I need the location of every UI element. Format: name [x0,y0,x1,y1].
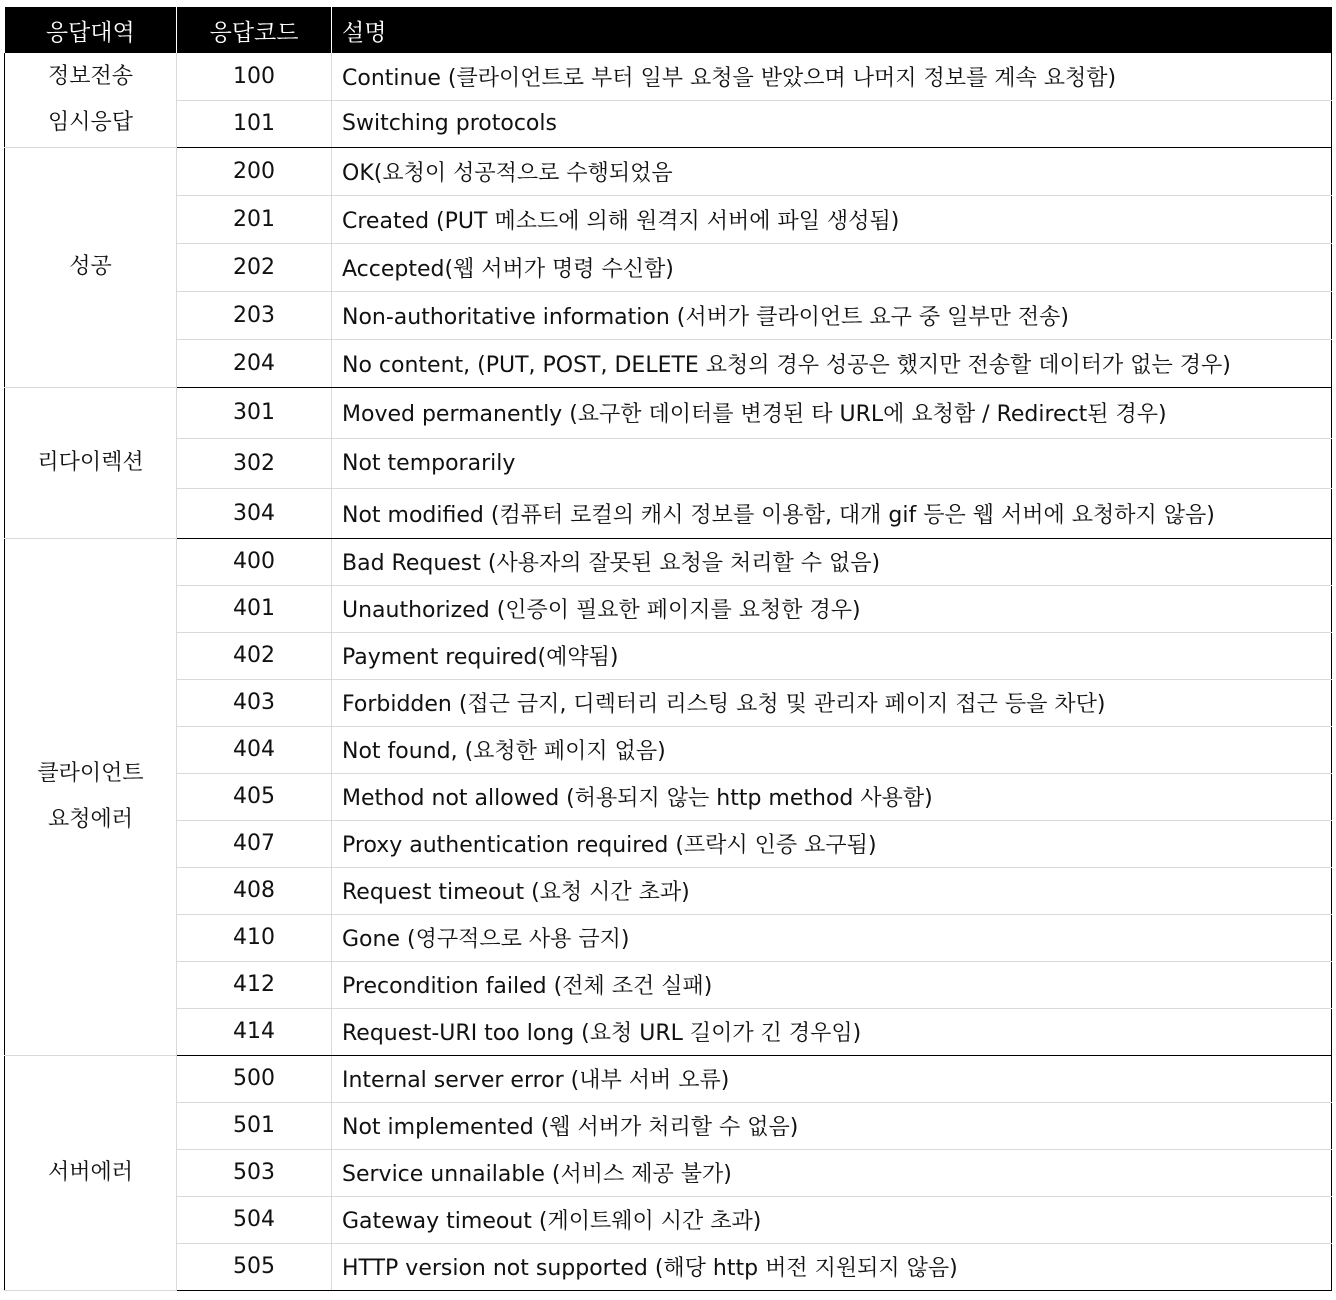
status-code: 301 [177,387,332,438]
status-description: Forbidden (접근 금지, 디렉터리 리스팅 요청 및 관리자 페이지 접근 등을 차단) [332,679,1332,726]
category-label: 요청에러 [47,806,133,832]
status-description: OK(요청이 성공적으로 수행되었음 [332,147,1332,195]
status-description: Payment required(예약됨) [332,632,1332,679]
status-code: 402 [177,632,332,679]
table-row [5,867,1332,914]
status-code: 400 [177,538,332,585]
table-row [5,1055,1332,1102]
status-code: 304 [177,488,332,538]
status-code: 101 [177,100,332,147]
status-code: 414 [177,1008,332,1055]
category-cell [5,387,177,538]
header-code: 응답코드 [177,7,332,53]
status-code: 410 [177,914,332,961]
table-row [5,1149,1332,1196]
status-code: 204 [177,339,332,387]
table-row [5,438,1332,488]
status-description: Created (PUT 메소드에 의해 원격지 서버에 파일 생성됨) [332,195,1332,243]
category-label: 서버에러 [47,1159,133,1185]
table-body [5,53,1332,1290]
table-row [5,147,1332,195]
status-description: Bad Request (사용자의 잘못된 요청을 처리할 수 없음) [332,538,1332,585]
status-code: 100 [177,53,332,100]
status-code: 405 [177,773,332,820]
category-label: 리다이렉션 [37,449,144,475]
status-description: Not modified (컴퓨터 로컬의 캐시 정보를 이용함, 대개 gif 등은 웹 서버에 요청하지 않음) [332,488,1332,538]
status-description: HTTP version not supported (해당 http 버전 지원되지 않음) [332,1243,1332,1290]
header-row [5,7,1332,53]
status-description: Not implemented (웹 서버가 처리할 수 없음) [332,1102,1332,1149]
status-code: 503 [177,1149,332,1196]
category-label: 클라이언트 [37,760,144,786]
table-row [5,1102,1332,1149]
status-description: Gateway timeout (게이트웨이 시간 초과) [332,1196,1332,1243]
status-description: Accepted(웹 서버가 명령 수신함) [332,243,1332,291]
category-cell [5,1055,177,1290]
table-row [5,961,1332,1008]
status-description: Gone (영구적으로 사용 금지) [332,914,1332,961]
status-description: Method not allowed (허용되지 않는 http method 사용함) [332,773,1332,820]
category-cell [5,147,177,387]
header-category: 응답대역 [5,7,177,53]
category-cell [5,53,177,147]
table-row [5,53,1332,100]
status-code: 201 [177,195,332,243]
status-code: 412 [177,961,332,1008]
status-code: 504 [177,1196,332,1243]
table-row [5,1008,1332,1055]
status-code: 404 [177,726,332,773]
status-code: 203 [177,291,332,339]
table-row [5,585,1332,632]
status-code: 505 [177,1243,332,1290]
table-row [5,726,1332,773]
table-row [5,914,1332,961]
status-code: 500 [177,1055,332,1102]
http-status-table [4,7,1332,1291]
table-row [5,339,1332,387]
status-description: Precondition failed (전체 조건 실패) [332,961,1332,1008]
status-description: Service unnailable (서비스 제공 불가) [332,1149,1332,1196]
table-row [5,243,1332,291]
table-row [5,1243,1332,1290]
table-row [5,291,1332,339]
table-row [5,100,1332,147]
status-description: Moved permanently (요구한 데이터를 변경된 타 URL에 요청함 / Redirect된 경우) [332,387,1332,438]
status-code: 202 [177,243,332,291]
table-row [5,773,1332,820]
table-row [5,820,1332,867]
status-description: Not found, (요청한 페이지 없음) [332,726,1332,773]
table-row [5,679,1332,726]
table-row [5,632,1332,679]
status-description: Switching protocols [332,100,1332,147]
status-description: Unauthorized (인증이 필요한 페이지를 요청한 경우) [332,585,1332,632]
table-header [5,7,1332,53]
status-code: 407 [177,820,332,867]
status-description: Non-authoritative information (서버가 클라이언트 요구 중 일부만 전송) [332,291,1332,339]
category-label: 정보전송 [47,63,133,89]
status-code: 302 [177,438,332,488]
category-cell [5,538,177,1055]
header-description: 설명 [332,7,1332,53]
status-description: Internal server error (내부 서버 오류) [332,1055,1332,1102]
table-row [5,387,1332,438]
status-description: Request-URI too long (요청 URL 길이가 긴 경우임) [332,1008,1332,1055]
status-description: No content, (PUT, POST, DELETE 요청의 경우 성공은 했지만 전송할 데이터가 없는 경우) [332,339,1332,387]
category-label: 성공 [69,254,112,279]
status-description: Continue (클라이언트로 부터 일부 요청을 받았으며 나머지 정보를 계속 요청함) [332,53,1332,100]
table-row [5,195,1332,243]
table-row [5,1196,1332,1243]
table-row [5,538,1332,585]
status-code: 501 [177,1102,332,1149]
status-description: Not temporarily [332,438,1332,488]
status-description: Request timeout (요청 시간 초과) [332,867,1332,914]
status-code: 200 [177,147,332,195]
category-label: 임시응답 [47,109,133,135]
status-description: Proxy authentication required (프락시 인증 요구됨) [332,820,1332,867]
status-code: 408 [177,867,332,914]
status-code: 401 [177,585,332,632]
status-code: 403 [177,679,332,726]
table-row [5,488,1332,538]
